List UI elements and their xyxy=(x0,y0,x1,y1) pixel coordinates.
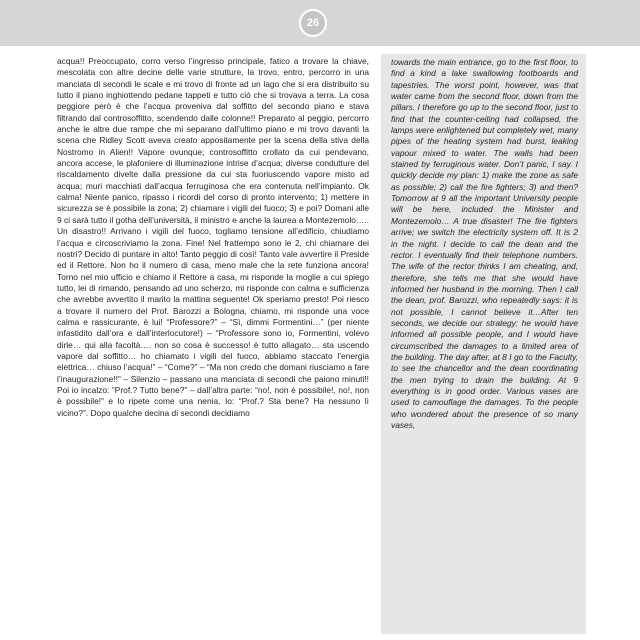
header-bar xyxy=(0,0,640,46)
english-translation-box xyxy=(381,54,586,634)
page-number-badge: 26 xyxy=(299,9,327,37)
italian-text-column xyxy=(57,56,369,419)
italian-paragraph: acqua!! Preoccupato, corro verso l’ingresso principale, fatico a trovare la chiave, mescolata con altre decine delle varie strutture, la trovo, entro, percorro in una manciata di secondi le scale e mi trovo di fronte ad un lago che si era distribuito su tutto il piano inghiottendo pedane tappeti e tutto ciò che si trovava a terra. La cosa peggiore però è che l’acqua proveniva dal soffitto del secondo piano e stava filtrando dal controsoffitto, scendendo dalle colonne!! Preparato al peggio, percorro anche le altre due rampe che mi separano dall’ultimo piano e mi trovo davanti la scena che Ridley Scott aveva creato appositamente per la scena della stiva della Nostromo in Alien!! Vapore ovunque; controsoffitto crollato da cui pendevano, ancora accese, le plafoniere di illuminazione intrise d’acqua; diverse condutture del riscaldamento divelte dalla pressione da cui sta fuoriuscendo vapore misto ad acqua; muri macchiati dall’acqua ferruginosa che era contenuta nell’impianto. Ok calma! Niente panico, ripasso i ricordi del corso di pronto intervento; 1) mettere in sicurezza se è possibile la zona; 2) chiamare i vigili del fuoco; 3) e poi? Domani alle 9 ci sarà tutto il gotha dell’università, il ministro e anche la laurea a Montezemolo….. Un disastro!! Arrivano i vigili del fuoco, togliamo tensione all’edificio, chiudiamo l’acqua e circoscriviamo la zona. Fine! Nel frattempo sono le 2, chi chiamare dei nostri? Decido di puntare in alto! Tanto peggio di così! Tanto vale avvertire il Preside ed il Rettore. Non ho il numero di casa, meno male che la rete funziona ancora! Torno nel mio ufficio e chiamo il Rettore a casa, mi risponde la moglie a cui spiego tutto, lei di rimando, pensando ad uno scherzo, mi risponde con calma e sufficienza che avrebbe avvertito il marito la mattina seguente! Ok speriamo presto! Poi riesco a trovare il numero del Prof. Barozzi a Bologna, chiamo, mi risponde una voce calma e rassicurante, è lui! “Professore?” – “Sì, dimmi Formentini…” (per niente infastidito dall’ora e dall’interlocutore!) – “Professore sono io, Formentini, volevo dirle… qui alla facoltà…. non so cosa è successo! è tutto allagato… sta uscendo vapore dal soffitto… ho chiamato i vigili del fuoco, abbiamo staccato l’energia elettrica… chiuso l’acqua!” – “Come?” – “Ma non credo che domani riusciamo a fare l’inaugurazione!!” – Silenzio – passano una manciata di secondi che paiono minuti!! Poi io incalzo: “Prof.? Tutto bene?” – dall’altra parte: “no!, non è possibile!, no!, non è possibile!” e lo ripete come una nenia. Io: “Prof.? Sta bene? Ha nessuno lì vicino?”. Dopo qualche decina di secondi decidiamo xyxy=(57,56,369,418)
english-paragraph: towards the main entrance, go to the first floor, to find a kind a lake swallowing footboards and tapestries. The worst point, however, was that water came from the second floor, down from the pillars. I therefore go up to the second floor, just to find that the counter-ceiling had collapsed, the lamps were enlightened but completely wet, many pipes of the heating system had burst, leaking vapour mixed to water. The walls had been stained by ferruginous water. Don’t panic, I say. I quickly decide my plan: 1) make the zone as safe as possible; 2) call the fire fighters; 3) and then? Tomorrow at 9 all the important University people will be here, included the Minister and Montezemolo… A true disaster! The fire fighters arrive; we switch the electricity system off. It is 2 in the night. I decide to call the dean and the rector. I eventually find their telephone numbers. The wife of the rector thinks I am cheating, and, therefore, she tells me that she would have informed her husband in the morning. Then I call the dean, prof. Barozzi, who repeatedly says: it is not possible, I cannot believe it…After ten seconds, we decide our strategy: he would have informed all possible people, and I would have circumscribed the damages to a limited area of the building. The day after, at 8 I go to the Faculty, to see the chancellor and the dean coordinating the men trying to drain the building. At 9 everything is in good order. Various vases are used to camouflage the damages. To the people who wondered about the presence of so many vases, xyxy=(391,57,578,430)
